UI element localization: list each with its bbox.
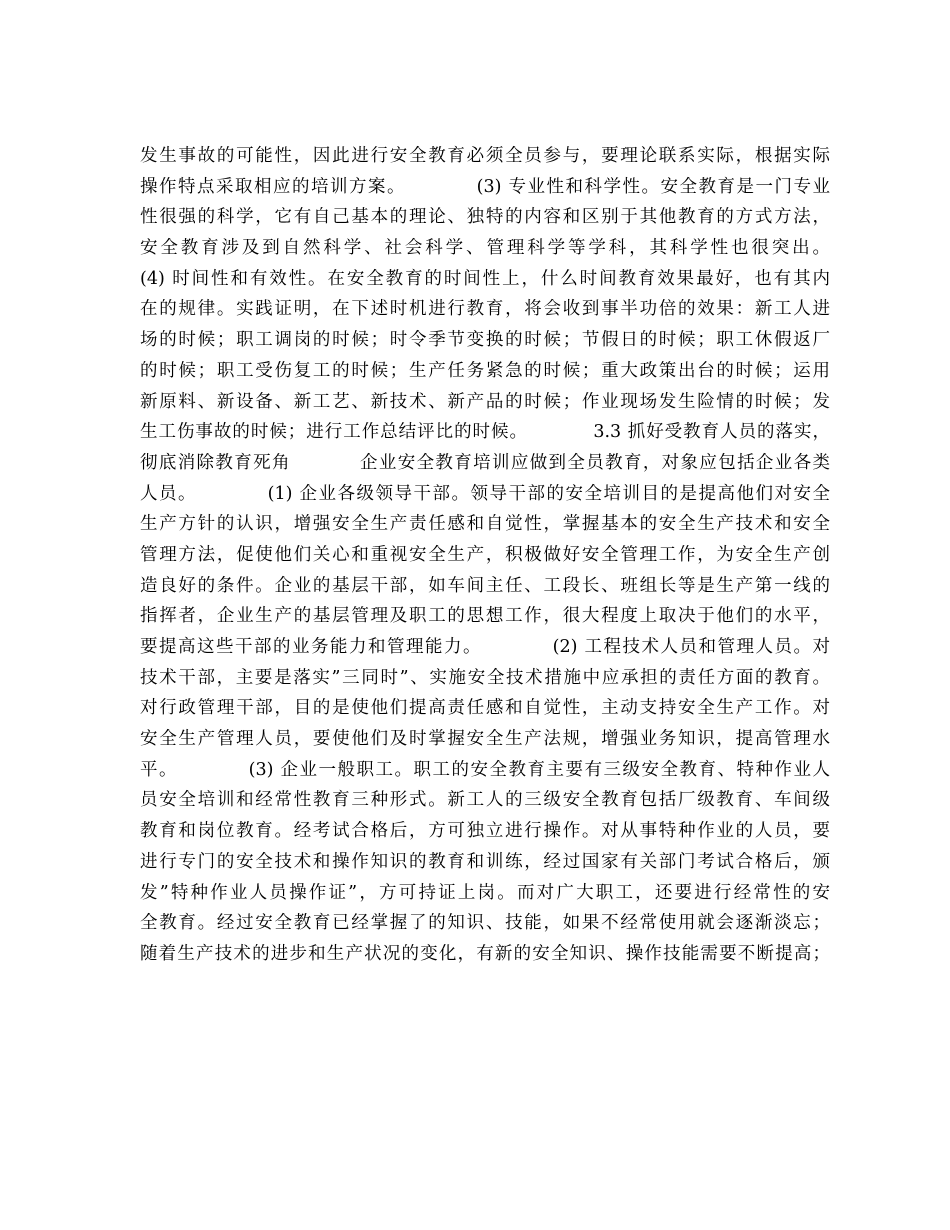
- text-line: 员安全培训和经常性教育三种形式。新工人的三级安全教育包括厂级教育、车间级: [140, 790, 830, 811]
- text-line: 发生事故的可能性，因此进行安全教育必须全员参与，要理论联系实际，根据实际: [140, 146, 830, 166]
- text-line: 操作特点采取相应的培训方案。 (3) 专业性和科学性。安全教育是一门专业: [140, 176, 830, 197]
- text-line: 对行政管理干部，目的是使他们提高责任感和自觉性，主动支持安全生产工作。对: [140, 698, 830, 719]
- text-line: 技术干部，主要是落实”三同时”、实施安全技术措施中应承担的责任方面的教育。: [140, 667, 830, 688]
- text-line: 要提高这些干部的业务能力和管理能力。 (2) 工程技术人员和管理人员。对: [140, 637, 830, 657]
- text-line: 进行专门的安全技术和操作知识的教育和训练，经过国家有关部门考试合格后，颁: [140, 851, 830, 872]
- text-line: 生产方针的认识，增强安全生产责任感和自觉性，掌握基本的安全生产技术和安全: [140, 514, 830, 535]
- text-line: 性很强的科学，它有自己基本的理论、独特的内容和区别于其他教育的方式方法，: [140, 207, 830, 228]
- text-line: 场的时候；职工调岗的时候；时令季节变换的时候；节假日的时候；职工休假返厂: [140, 330, 830, 351]
- text-line: 在的规律。实践证明，在下述时机进行教育，将会收到事半功倍的效果：新工人进: [140, 299, 830, 320]
- text-line: 平。 (3) 企业一般职工。职工的安全教育主要有三级安全教育、特种作业人: [140, 759, 830, 780]
- text-line: 的时候；职工受伤复工的时候；生产任务紧急的时候；重大政策出台的时候；运用: [140, 360, 830, 381]
- text-line: 发”特种作业人员操作证”，方可持证上岗。而对广大职工，还要进行经常性的安: [140, 882, 830, 903]
- text-line: 安全生产管理人员，要使他们及时掌握安全生产法规，增强业务知识，提高管理水: [140, 729, 830, 750]
- text-line: 全教育。经过安全教育已经掌握了的知识、技能，如果不经常使用就会逐渐淡忘；: [140, 913, 830, 934]
- text-line: 彻底消除教育死角 企业安全教育培训应做到全员教育，对象应包括企业各类: [140, 452, 830, 473]
- text-line: 生工伤事故的时候；进行工作总结评比的时候。 3.3 抓好受教育人员的落实，: [140, 422, 830, 443]
- text-line: 教育和岗位教育。经考试合格后，方可独立进行操作。对从事特种作业的人员，要: [140, 821, 830, 842]
- text-line: 安全教育涉及到自然科学、社会科学、管理科学等学科，其科学性也很突出。: [140, 238, 830, 259]
- text-line: (4) 时间性和有效性。在安全教育的时间性上，什么时间教育效果最好，也有其内: [140, 268, 830, 289]
- text-line: 人员。 (1) 企业各级领导干部。领导干部的安全培训目的是提高他们对安全: [140, 483, 830, 504]
- text-line: 新原料、新设备、新工艺、新技术、新产品的时候；作业现场发生险情的时候；发: [140, 391, 830, 412]
- text-line: 指挥者，企业生产的基层管理及职工的思想工作，很大程度上取决于他们的水平，: [140, 606, 830, 627]
- body-text: [140, 141, 830, 970]
- text-line: 管理方法，促使他们关心和重视安全生产，积极做好安全管理工作，为安全生产创: [140, 544, 830, 565]
- text-line: 随着生产技术的进步和生产状况的变化，有新的安全知识、操作技能需要不断提高；: [140, 943, 830, 964]
- text-line: 造良好的条件。企业的基层干部，如车间主任、工段长、班组长等是生产第一线的: [140, 575, 830, 596]
